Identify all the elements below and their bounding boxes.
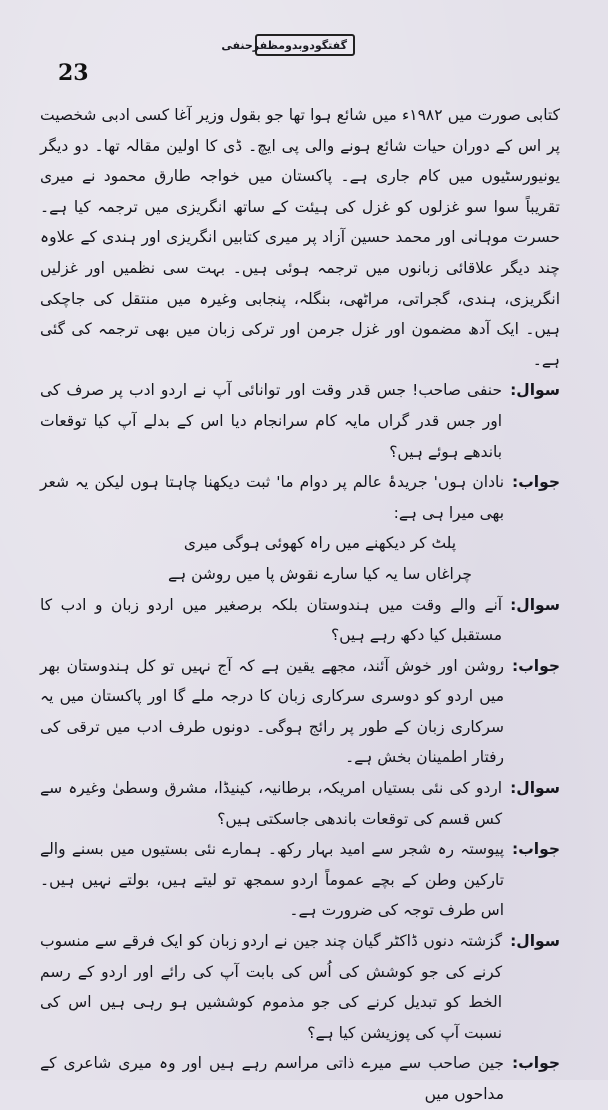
page-body: [40, 100, 560, 1110]
question-label: سوال:: [510, 779, 560, 798]
answer-label: جواب:: [512, 656, 560, 675]
answer-2: [40, 651, 560, 773]
page-number: 23: [58, 60, 89, 86]
header-title-left: مظفرحنفی: [221, 38, 286, 52]
answer-text: جین صاحب سے میرے ذاتی مراسم رہے ہیں اور وہ میری شاعری کے مداحوں میں: [40, 1054, 505, 1103]
answer-label: جواب:: [512, 473, 560, 492]
question-4: [40, 926, 560, 1048]
answer-1: [40, 467, 560, 528]
question-text: آنے والے وقت میں ہندوستان بلکہ برصغیر میں اردو زبان و ادب کا مستقبل کیا دکھ رہے ہیں؟: [40, 595, 503, 645]
intro-paragraph: کتابی صورت میں ۱۹۸۲ء میں شائع ہوا تھا جو بقول وزیر آغا کسی ادبی شخصیت پر اس کے دوران حیات شائع ہونے والی پی ایچ۔ ڈی کا اولین مقالہ تھا۔ دو دیگر یونیورسٹیوں میں کام جاری ہے۔ پاکستان میں خواجہ طارق محمود نے میری تقریباً سوا سو غزلوں کو غزل کی ہیئت کے ساتھ انگریزی میں ترجمہ کیا ہے۔ حسرت موہانی اور محمد حسین آزاد پر میری کتابیں انگریزی اور ہندی کے علاوہ چند دیگر علاقائی زبانوں میں ترجمہ ہوئی ہیں۔ بہت سی نظمیں اور غزلیں انگریزی، ہندی، گجراتی، مراٹھی، بنگلہ، پنجابی وغیرہ میں منتقل کی جاچکی ہیں۔ ایک آدھ مضمون اور غزل جرمن اور ترکی زبان میں بھی ترجمہ کی گئی ہے۔: [40, 106, 560, 369]
answer-label: جواب:: [512, 1054, 560, 1073]
question-text: حنفی صاحب! جس قدر وقت اور توانائی آپ نے اردو ادب پر صرف کی اور جس قدر گراں مایہ کام سرانجام دیا اس کے بدلے آپ کیا توقعات باندھے ہوئے ہیں؟: [40, 381, 503, 461]
answer-text: روشن اور خوش آئند، مجھے یقین ہے کہ آج نہیں تو کل ہندوستان بھر میں اردو کو دوسری سرکاری زبان کا درجہ ملے گا اور پاکستان میں یہ سرکاری زبان کے طور پر رائج ہوگی۔ دونوں طرف ادب میں ترقی کی رفتار اطمینان بخش ہے۔: [40, 656, 505, 767]
running-header: [221, 34, 355, 56]
answer-label: جواب:: [512, 840, 560, 859]
question-3: [40, 773, 560, 834]
question-label: سوال:: [510, 932, 560, 951]
verse-line-1: پلٹ کر دیکھنے میں راہ کھوئی ہوگی میری: [183, 534, 457, 553]
verse-line-2: چراغاں سا یہ کیا سارے نقوش پا میں روشن ہے: [168, 564, 472, 583]
question-label: سوال:: [510, 595, 560, 614]
answer-text: پیوستہ رہ شجر سے امید بہار رکھ۔ ہمارے نئی بستیوں میں بسنے والے تارکین وطن کے بچے عموماً اردو سمجھ تو لیتے ہیں، بولتے نہیں ہیں۔ اس طرف توجہ کی ضرورت ہے۔: [40, 840, 505, 920]
question-text: اردو کی نئی بستیاں امریکہ، برطانیہ، کینیڈا، مشرق وسطیٰ وغیرہ سے کس قسم کی توقعات باندھی جاسکتی ہیں؟: [40, 779, 503, 828]
question-1: [40, 375, 560, 467]
answer-text: نادان ہوں' جریدۂ عالم پر دوام ما' ثبت دیکھنا چاہتا ہوں لیکن یہ شعر بھی میرا ہی ہے:: [40, 473, 505, 522]
header-title-middle: دوبدو: [285, 38, 315, 52]
question-label: سوال:: [510, 381, 560, 400]
question-text: گزشتہ دنوں ڈاکٹر گیان چند جین نے اردو زبان کو ایک فرقے سے منسوب کرنے کی جو کوشش کی اُس کی بابت آپ کی رائے اور اردو کے رسم الخط کو تبدیل کرنے کی جو مذموم کوششیں ہو رہی ہیں اس کی نسبت آپ کی پوزیشن کیا ہے؟: [40, 932, 503, 1042]
question-2: [40, 590, 560, 651]
answer-4: [40, 1048, 560, 1109]
answer-3: [40, 834, 560, 926]
header-title-right: گفتگو: [314, 38, 347, 52]
